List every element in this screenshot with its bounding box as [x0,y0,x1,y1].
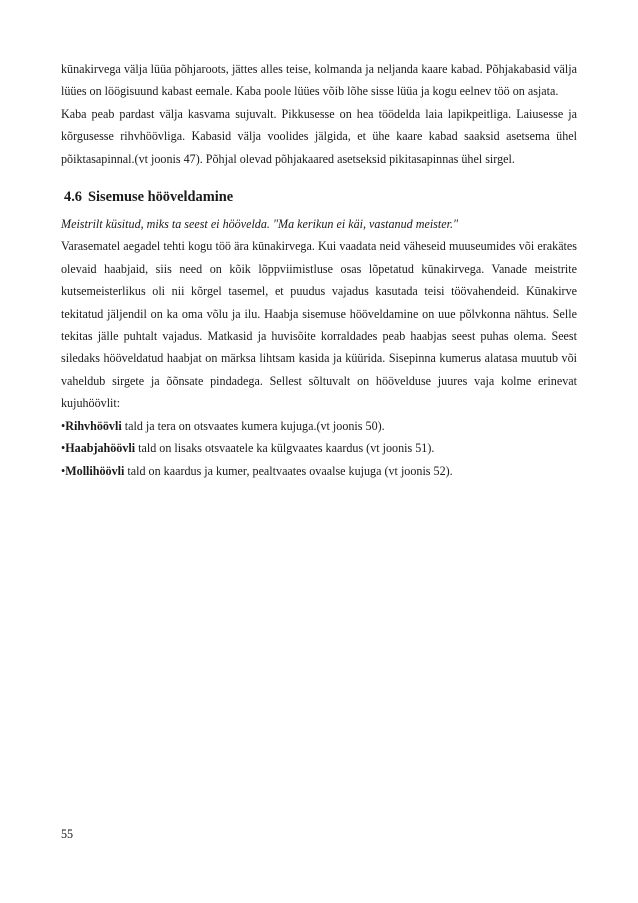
bullet-item-rihvhoovel [61,415,577,437]
page-number: 55 [61,827,74,841]
bullet-text: tald ja tera on otsvaates kumera kujuga.(vt joonis 50). [121,418,385,433]
bullet-term: Rihvhöövli [65,418,122,433]
section-heading [61,186,577,208]
bullet-marker: • [61,441,66,456]
epigraph-quote: Meistrilt küsitud, miks ta seest ei höövelda. "Ma kerikun ei käi, vastanud meister." [61,217,459,232]
bullet-term: Mollihöövli [65,463,125,478]
bullet-text: tald on kaardus ja kumer, pealtvaates ovaalse kujuga (vt joonis 52). [124,463,453,478]
document-page [61,58,577,482]
bullet-term: Haabjahöövli [65,441,136,456]
bullet-text: tald on lisaks otsvaatele ka külgvaates kaardus (vt joonis 51). [135,441,435,456]
bullet-marker: • [61,418,66,433]
bullet-marker: • [61,463,66,478]
section-number: 4.6 [64,189,82,206]
section-title: Sisemuse hööveldamine [88,189,234,206]
bullet-item-haabjahoovel [61,437,577,459]
paragraph-2: Kaba peab pardast välja kasvama sujuvalt. Pikkusesse on hea töödelda laia lapikpeitliga. Laiusesse ja kõrgusesse rihvhöövliga. Kabasid välja voolides jälgida, et ühe kaare kabad saaksid asetsema ühel põiktasapinnal.(vt joonis 47). Põhjal olevad põhjakaared asetseksid pikitasapinnas ühel sirgel. [61,106,577,166]
bullet-item-mollihoovel [61,460,577,482]
body-paragraph: Varasematel aegadel tehti kogu töö ära kūnakirvega. Kui vaadata neid väheseid muuseumides või erakätes olevaid haabjaid, siis need on kõik lõppviimistluse osas lõpetatud kūnakirvega. Vanade meistrite kutsemeisterlikus oli nii kõrgel tasemel, et puudus vajadus kasutada teisi töövahendeid. Kūnakirve tekitatud jäljendil on ka oma võlu ja ilu. Haabja sisemuse hööveldamine on uue põlvkonna nähtus. Selle tekitas jälle puhtalt vajadus. Matkasid ja huvisõite korraldades peab haabjas seest puhas olema. Seest siledaks hööveldatud haabjat on märksa lihtsam kasida ja küürida. Sisepinna kumerus alatasa muutub või vaheldub sirgete ja õõnsate pindadega. Sellest sõltuvalt on hööveldusе juures vaja kolme erinevat kujuhöövlit: [61,239,577,411]
paragraph-1: kūnakirvega välja lüüa põhjaroots, jättes alles teise, kolmanda ja neljanda kaare kabad. Põhjakabasid välja lüües on löögisuund kabast eemale. Kaba poole lüües võib lõhe sisse lüüa ja kogu eelnev töö on asjata. [61,62,577,99]
